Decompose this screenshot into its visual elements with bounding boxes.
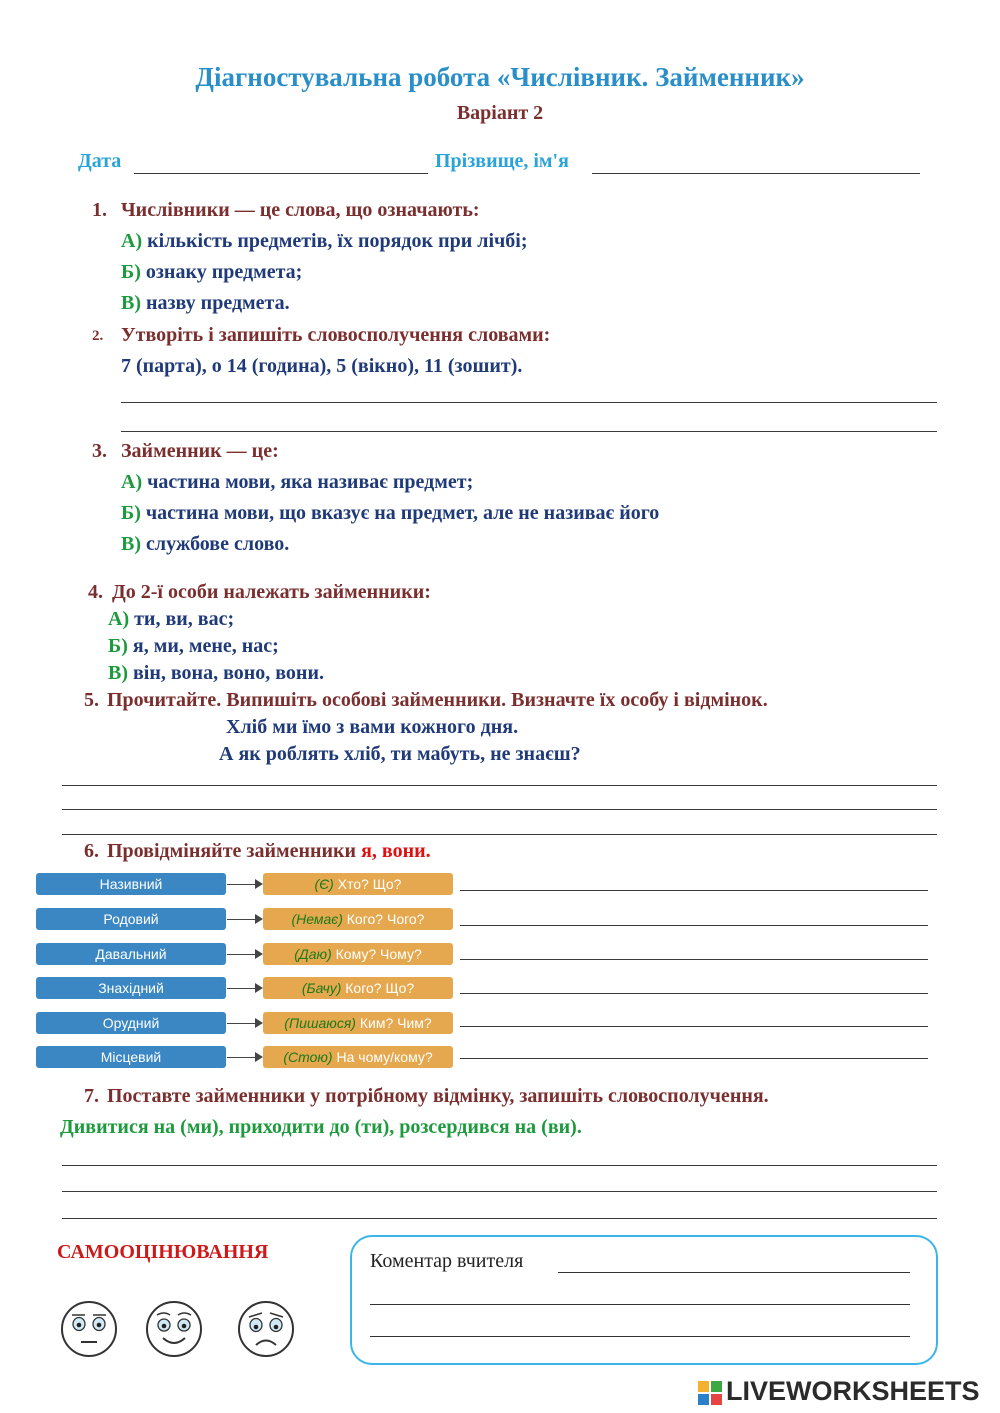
- q7-answer-line-1[interactable]: [62, 1165, 937, 1166]
- option-letter: Б): [121, 502, 141, 524]
- q2-words: 7 (парта), о 14 (година), 5 (вікно), 11 (зошит).: [121, 355, 523, 377]
- arrow-line: [227, 884, 257, 885]
- case-name: Називний: [36, 873, 226, 895]
- case-example: (Даю): [294, 946, 332, 962]
- q4-prompt: До 2-ї особи належать займенники:: [112, 581, 431, 603]
- arrow-line: [227, 1057, 257, 1058]
- q1-prompt: Числівники — це слова, що означають:: [121, 199, 480, 221]
- case-question-text: Кого? Чого?: [346, 911, 425, 927]
- smiling-face-icon[interactable]: [145, 1300, 203, 1358]
- q4-option-c[interactable]: [108, 662, 324, 685]
- case-question: [263, 873, 453, 895]
- case-example: (Стою): [283, 1049, 333, 1065]
- case-example: (Бачу): [301, 980, 342, 996]
- q2-prompt: Утворіть і запишіть словосполучення словами:: [121, 324, 551, 346]
- option-letter: В): [121, 292, 141, 314]
- case-question-text: На чому/кому?: [336, 1049, 433, 1065]
- case-name: Давальний: [36, 943, 226, 965]
- arrow-line: [227, 1023, 257, 1024]
- q3-option-b[interactable]: [121, 502, 659, 525]
- arrow-line: [227, 919, 257, 920]
- q5-prompt: Прочитайте. Випишіть особові займенники. Визначте їх особу і відмінок.: [107, 689, 768, 711]
- case-name: Місцевий: [36, 1046, 226, 1068]
- option-letter: А): [121, 230, 143, 252]
- case-name: Орудний: [36, 1012, 226, 1034]
- variant-label: Варіант 2: [456, 102, 544, 124]
- option-text: ознаку предмета;: [145, 261, 303, 283]
- option-text: ти, ви, вас;: [134, 608, 235, 630]
- q3-number: 3.: [92, 440, 107, 462]
- case-question: [263, 1046, 453, 1068]
- date-label: Дата: [78, 150, 122, 172]
- case-name: Родовий: [36, 908, 226, 930]
- case-question-text: Кого? Що?: [345, 980, 415, 996]
- q1-option-b[interactable]: [121, 261, 302, 284]
- q5-answer-line-3[interactable]: [62, 834, 937, 835]
- case-example: (Немає): [291, 911, 343, 927]
- q1-number: 1.: [92, 199, 107, 221]
- q7-answer-line-2[interactable]: [62, 1191, 937, 1192]
- option-text: частина мови, що вказує на предмет, але не називає його: [145, 502, 660, 524]
- q6-pronouns: я, вони.: [361, 840, 431, 862]
- q7-task: Дивитися на (ми), приходити до (ти), розсердився на (ви).: [60, 1116, 582, 1138]
- q7-prompt: Поставте займенники у потрібному відмінку, запишіть словосполучення.: [107, 1085, 769, 1107]
- option-text: службове слово.: [146, 533, 290, 555]
- option-text: частина мови, яка називає предмет;: [147, 471, 474, 493]
- arrow-line: [227, 988, 257, 989]
- comment-line-3[interactable]: [370, 1336, 910, 1337]
- q6-prompt-line: [107, 840, 431, 863]
- case-question-text: Хто? Що?: [337, 876, 402, 892]
- q5-text-line-2: А як роблять хліб, ти мабуть, не знаєш?: [219, 743, 581, 765]
- q7-answer-line-3[interactable]: [62, 1218, 937, 1219]
- name-field[interactable]: [592, 173, 920, 174]
- teacher-comment-label: Коментар вчителя: [370, 1250, 524, 1272]
- q1-option-c[interactable]: [121, 292, 290, 315]
- q4-option-a[interactable]: [108, 608, 234, 631]
- q6-prompt: Провідміняйте займенники: [107, 840, 357, 862]
- option-letter: В): [121, 533, 141, 555]
- q3-option-a[interactable]: [121, 471, 473, 494]
- liveworksheets-logo[interactable]: LIVEWORKSHEETS: [726, 1376, 980, 1406]
- q4-number: 4.: [88, 581, 103, 603]
- option-letter: Б): [108, 635, 128, 657]
- option-letter: А): [121, 471, 143, 493]
- case-question: [263, 908, 453, 930]
- case-example: (Є): [314, 876, 334, 892]
- q4-option-b[interactable]: [108, 635, 279, 658]
- arrow-right-icon: [255, 949, 263, 959]
- case-answer-line[interactable]: [460, 1026, 928, 1027]
- q1-option-a[interactable]: [121, 230, 528, 253]
- case-name: Знахідний: [36, 977, 226, 999]
- case-question: [263, 943, 453, 965]
- arrow-right-icon: [255, 983, 263, 993]
- q5-answer-line-2[interactable]: [62, 809, 937, 810]
- arrow-right-icon: [255, 1052, 263, 1062]
- arrow-right-icon: [255, 879, 263, 889]
- case-answer-line[interactable]: [460, 1058, 928, 1059]
- q6-number: 6.: [84, 840, 99, 862]
- self-assessment-title: САМООЦІНЮВАННЯ: [57, 1241, 269, 1263]
- case-question: [263, 1012, 453, 1034]
- q2-number: 2.: [92, 328, 104, 344]
- q2-answer-line-2[interactable]: [121, 431, 937, 432]
- case-question: [263, 977, 453, 999]
- case-example: (Пишаюся): [284, 1015, 356, 1031]
- q5-answer-line-1[interactable]: [62, 785, 937, 786]
- q5-text-line-1: Хліб ми їмо з вами кожного дня.: [226, 716, 519, 738]
- page-title: Діагностувальна робота «Числівник. Займенник»: [195, 62, 805, 92]
- q2-answer-line-1[interactable]: [121, 402, 937, 403]
- q3-prompt: Займенник — це:: [121, 440, 279, 462]
- option-text: я, ми, мене, нас;: [132, 635, 279, 657]
- option-text: він, вона, воно, вони.: [133, 662, 324, 684]
- option-text: назву предмета.: [146, 292, 290, 314]
- comment-line-2[interactable]: [370, 1304, 910, 1305]
- arrow-right-icon: [255, 914, 263, 924]
- sad-face-icon[interactable]: [237, 1300, 295, 1358]
- case-question-text: Кому? Чому?: [335, 946, 422, 962]
- name-label: Прізвище, ім'я: [435, 150, 569, 172]
- option-letter: Б): [121, 261, 141, 283]
- q7-number: 7.: [84, 1085, 99, 1107]
- option-letter: А): [108, 608, 130, 630]
- comment-line-1[interactable]: [558, 1272, 910, 1273]
- option-letter: В): [108, 662, 128, 684]
- arrow-line: [227, 954, 257, 955]
- case-question-text: Ким? Чим?: [359, 1015, 432, 1031]
- case-answer-line[interactable]: [460, 925, 928, 926]
- date-field[interactable]: [134, 173, 428, 174]
- q5-number: 5.: [84, 689, 99, 711]
- liveworksheets-logo-icon: [698, 1381, 722, 1405]
- case-answer-line[interactable]: [460, 959, 928, 960]
- arrow-right-icon: [255, 1018, 263, 1028]
- case-answer-line[interactable]: [460, 890, 928, 891]
- case-answer-line[interactable]: [460, 993, 928, 994]
- neutral-face-icon[interactable]: [60, 1300, 118, 1358]
- q3-option-c[interactable]: [121, 533, 289, 556]
- option-text: кількість предметів, їх порядок при лічбі;: [147, 230, 528, 252]
